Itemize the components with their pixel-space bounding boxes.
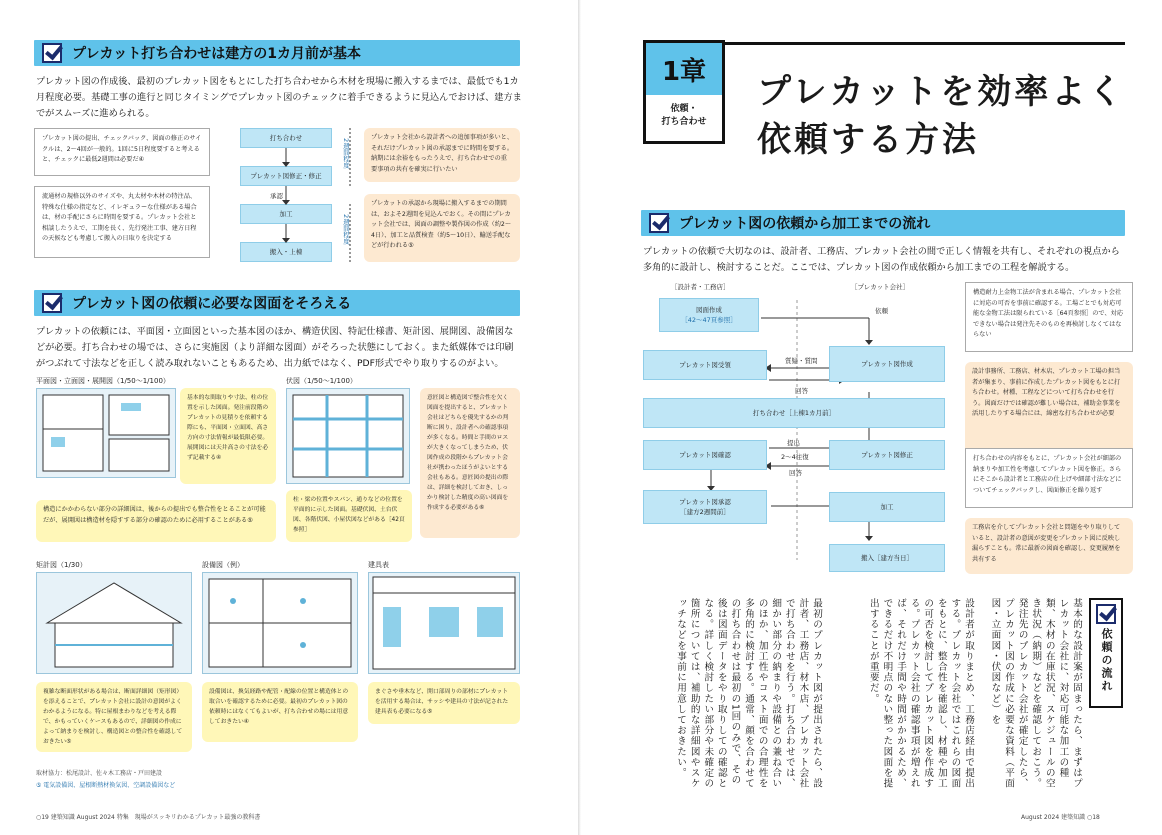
chapter-badge: [643, 40, 725, 144]
note-framing: 意匠図と構造図で整合性を欠く図面を提出すると、プレカット会社はどちらを優先するかの判断に困り、設計者への確認事項が多くなる。時間と手間のロスが大きくなってしまうため、伏図作成の段階からプレカット会社が携わったほうがよいとする会社もある。意匠図の提出の際は、詳細を検討しておき、しっかり検討した精度の高い図面を作成する必要がある⑥: [420, 388, 520, 538]
flow-box-title: 依頼の流れ: [1100, 628, 1113, 693]
col-label-designer: ［設計者・工務店］: [671, 283, 730, 291]
span-label-1: 2週間程度: [342, 138, 350, 169]
flow-receive: プレカット図受領: [643, 350, 767, 380]
chapter-number: 1章: [646, 43, 722, 95]
flow-draw-ref: ［42～47頁参照］: [681, 316, 737, 324]
note-plan: 基本的な間取りや寸法、柱の位置を示した図面。発注前段階のプレカットの見積りを依頼する際にも、平面図・立面図、高さ方向の寸法情報が最低限必要。展開図には天井高さの寸法を必ず記載する④: [180, 388, 276, 484]
fig-title-equipment: 設備図（例）: [202, 561, 244, 569]
checkbox-icon: [1096, 604, 1116, 624]
flow-request-label: 依頼: [875, 307, 888, 315]
flow-step-1: 打ち合わせ: [240, 128, 332, 148]
section-body-2: プレカットの依頼には、平面図・立面図といった基本図のほか、構造伏図、特記仕様書、矩計図、展開図、設備図などが必要。打ち合わせの場では、さらに実施図（より詳細な図面）がそろった状態にしておく。また紙媒体では印刷がつぶれて寸法などを正しく読み取れないこともあるため、出力紙ではなく、PDF形式でやり取りするのがよい。: [36, 326, 514, 369]
section-title-1: プレカット打ち合わせは建方の1カ月前が基本: [72, 46, 362, 62]
flow-step-4: 搬入・上棟: [240, 242, 332, 262]
span-label-2: 2週間程度: [342, 214, 350, 245]
note-meeting: 設計事務所、工務店、材木店、プレカット工場の担当者が集まり、事前に作成したプレカット図をもとに打ち合わせ。材種、工程などについて打ち合わせを行う。図面だけでは確認が難しい場合は、補助金事業を活用したりする場合には、綿密な打ち合わせが必要: [965, 362, 1133, 458]
flow-process: 加工: [829, 492, 945, 522]
fig-title-section: 矩計図（1/30）: [36, 561, 87, 569]
note-additional: プレカット会社から設計者への追加事項が多いと、それだけプレカット図の承認までに時間を要する。納期には余裕をもったうえで、打ち合わせでの重要事項の共有を確実に行いたい: [364, 128, 520, 182]
flow-box: [1089, 598, 1123, 708]
flow-delivery: 搬入［建方当日］: [829, 544, 945, 572]
flow-answer-label: 回答: [795, 387, 808, 395]
note-section: 複雑な断面形状がある場合は、断面詳細図（矩形図）を添えることで、プレカット会社に設計の意図がよくわかるようになる。特に屋根まわりなどを考える際で、かもっていくケースもあるので、詳細図の作成によって納まりを検討し、構造図との整合性を確認しておきたい⑤: [36, 682, 192, 752]
checkbox-icon: [649, 213, 669, 233]
note-irregular: 流通材の規格以外のサイズや、丸太材や木材の特注品、特殊な仕様の指定など、イレギュラーな仕様がある場合は、材の手配にさらに時間を要する。プレカット会社と相談したうえで、工期を長く、先行発注工事、建方日程の天候なども考慮して搬入の日取りを決定する: [34, 186, 210, 258]
flow-meeting: 打ち合わせ［上棟1カ月前］: [643, 398, 945, 428]
chapter-sub-2: 打ち合わせ: [661, 117, 707, 127]
plan-drawing: [36, 388, 176, 478]
section-drawing-icon: [37, 573, 191, 673]
section-header-2: [34, 290, 520, 316]
vertical-body-2: 設計者が取りまとめ、工務店経由で提出する。プレカット会社ではこれらの図面をもとに、整合性を確認し、材種や加工の可否を検討してプレカット図を作成する。プレカット会社の確認事項が増えれば、それだけ手間や時間がかかるため、できるだけ不明点のない整った図面を提出することが重要だ。: [867, 598, 974, 789]
chapter-title-1: プレカットを効率よく: [757, 72, 1126, 112]
note-share: 工務店を介してプレカット会社と問題をやり取りしていると、設計者の意図が変更をプレカット図に反映し漏らすことも。常に最新の図面を確認し、変更履歴を共有する: [965, 518, 1133, 574]
framing-plan-icon: [287, 389, 409, 483]
checkbox-icon: [42, 43, 62, 63]
flow-revise: プレカット図修正: [829, 440, 945, 470]
flow-step-3: 加工: [240, 204, 332, 224]
section-drawing: [36, 572, 192, 674]
flow-create: プレカット図作成: [829, 346, 945, 382]
flow-approve-label: 承認: [270, 192, 283, 200]
equipment-plan-icon: [203, 573, 357, 673]
chapter-title-2: 依頼する方法: [757, 120, 979, 160]
plan-drawing-icon: [37, 389, 175, 477]
note-revision: 打ち合わせの内容をもとに、プレカット会社が細部の納まりや加工性を考慮してプレカット図を修正。さらにそこから設計者と工務店の仕上げや細部寸法などについてチェックバックし、図面修正を繰り返す: [965, 448, 1133, 508]
framing-drawing: [286, 388, 410, 484]
section-body-3: プレカットの依頼で大切なのは、設計者、工務店、プレカット会社の間で正しく情報を共有し、それぞれの視点から多角的に設計し、検討することだ。ここでは、プレカット図の作成依頼から加工までの工程を解説する。: [643, 246, 1120, 273]
fig-title-fittings: 建具表: [368, 561, 389, 569]
vertical-body-1: 基本的な設計案が固まったら、まずはプレカット会社に、対応可能な加工の種類、木材の在庫状況、スケジュールの空き状況（納期）などを確認しておこう。発注先のプレカット会社が確定したら、プレカット図の作成に必要な資料（平面図・立面図・伏図など）を: [989, 598, 1082, 789]
footer-right: August 2024 建築知識 ○18: [1021, 814, 1100, 821]
col-label-precut: ［プレカット会社］: [851, 283, 910, 291]
fig-title-plan: 平面図・立面図・展開図（1/50～1/100）: [36, 377, 170, 385]
section-header-3: [641, 210, 1125, 236]
note-cycle: プレカット図の提出、チェックバック、図面の修正のサイクルは、2～4回が一般的。1回に5日程度要すると考えると、チェックに最低2週間は必要だ④: [34, 128, 210, 176]
checkbox-icon: [42, 293, 62, 313]
flow-approve-label: プレカット図承認: [679, 498, 731, 506]
fittings-table-icon: [369, 573, 519, 673]
credit-1: 取材協力：松尾設計、佐々木工務店・戸田建設: [36, 770, 163, 777]
credit-2: ⑤ 電気設備図、屋根断熱材換気図、空調設備図など: [36, 782, 176, 789]
flow-draw: [659, 298, 759, 332]
fittings-table: [368, 572, 520, 674]
note-fittings: まぐさや垂木など、開口部周りの部材にプレカットを活用する場合は、サッシや建具の寸法が記された建具表も必要になる⑤: [368, 682, 520, 724]
note-delivery: プレカットの承認から現場に搬入するまでの期間は、およそ2週間を見込んでおく。その間にプレカット会社では、図面の調整や製作図の作成（約2～4日）、加工と品質検査（約5～10日）、輸送手配などが行われる⑤: [364, 194, 520, 262]
title-rule: [725, 42, 1125, 45]
note-hardware: 構造耐力上金物工法が含まれる場合、プレカット会社に対応の可否を事前に確認する。工場ごとでも対応可能な金物工法は限られている［64頁参照］ので、対応できない場合は発注先そのものを再検討しなくてはならない: [965, 282, 1133, 352]
section-body-1: プレカット図の作成後、最初のプレカット図をもとにした打ち合わせから木材を現場に搬入するまでは、最低でも1カ月程度必要。基礎工事の進行と同じタイミングでプレカット図のチェックに着手できるように見込んでおけば、建方までがスムーズに進められる。: [36, 76, 522, 119]
flow-approve: [643, 490, 767, 524]
flow-question-label: 質疑・質問: [785, 357, 818, 365]
flow-submit-label: 提出: [787, 439, 800, 447]
flow-step-2: プレカット図修正・修正: [240, 166, 332, 186]
note-equipment: 設備図は、換気経路や配管・配線の位置と構造体との取合いを確認するために必要。最初のプレカット図の依頼時にはなくてもよいが、打ち合わせの場には用意しておきたい④: [202, 682, 358, 742]
flow-check: プレカット図確認: [643, 440, 767, 470]
note-plan-detail: 構造にかかわらない部分の詳細図は、後からの提出でも整合性をとることが可能だが、展開図は構造材を隠すする部分の確認のために必用することがある⑤: [36, 500, 276, 542]
footer-left: ○19 建築知識 August 2024 特集 現場がスッキリわかるプレカット最強の教科書: [36, 814, 261, 821]
right-page: [581, 0, 1162, 835]
flow-answer2-label: 回答: [789, 469, 802, 477]
fig-title-framing: 伏図（1/50～1/100）: [286, 377, 357, 385]
equipment-drawing: [202, 572, 358, 674]
chapter-sub-1: 依頼・: [670, 104, 698, 114]
section-title-3: プレカット図の依頼から加工までの流れ: [679, 216, 931, 232]
flow-draw-label: 図面作成: [696, 306, 722, 314]
section-header-1: [34, 40, 520, 66]
note-framing-def: 柱・梁の位置やスパン、通りなどの位置を平面的に示した図面。基礎伏図、土台伏図、各階伏図、小屋伏図などがある［42頁参照］: [286, 490, 412, 542]
flow-round-label: 2～4往復: [781, 453, 809, 461]
vertical-body-3: 最初のプレカット図が提出されたら、設計者、工務店、材木店、プレカット会社で打ち合わせを行う。打ち合わせでは、細かい部分の納まりや設備との兼ね合いのほか、加工性やコスト面での合理性を多角的に検討する。通常、顔を合わせての打ち合わせは最初の1回のみで、その後は図面データをやり取りしての確認となる。詳しく検討したい部分や未確定の箇所については、補助的な詳細図やスケッチなどを事前に用意しておきたい。: [675, 598, 822, 789]
section-title-2: プレカット図の依頼に必要な図面をそろえる: [72, 296, 352, 312]
flow-approve-sub: ［建方2週間前］: [680, 508, 730, 516]
